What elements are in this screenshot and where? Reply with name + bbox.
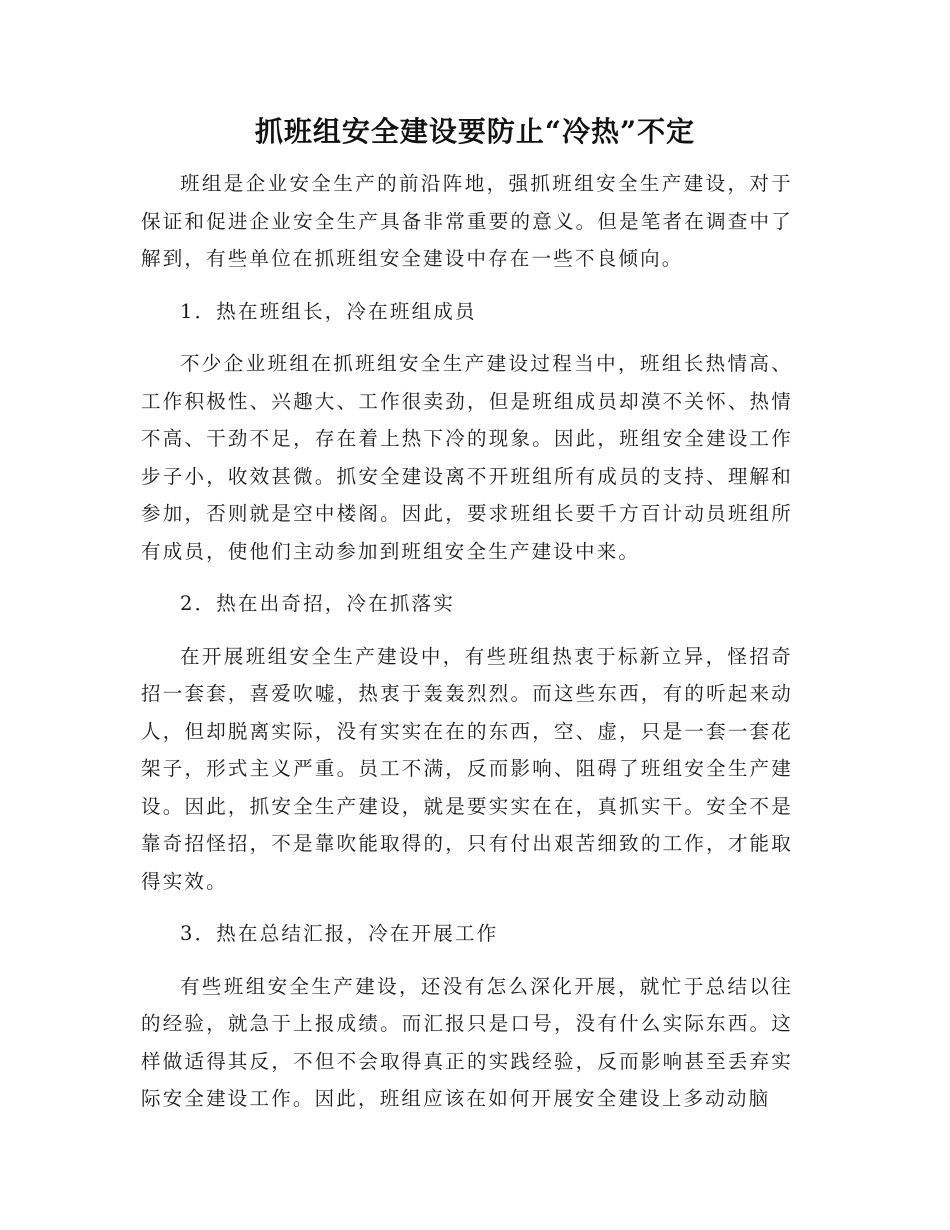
- section-heading-1: 1．热在班组长，冷在班组成员: [180, 299, 477, 323]
- document-title: 抓班组安全建设要防止“冷热”不定: [254, 115, 696, 148]
- section-paragraph-3: 有些班组安全生产建设，还没有怎么深化开展，就忙于总结以往的经验，就急于上报成绩。而汇报只是口号，没有什么实际东西。这样做适得其反，不但不会取得真正的实践经验，反而影响甚至丢弃实际安全建设工作。因此，班组应该在如何开展安全建设上多动动脑: [141, 974, 793, 1110]
- section-paragraph-1: 不少企业班组在抓班组安全生产建设过程当中，班组长热情高、工作积极性、兴趣大、工作很卖劲，但是班组成员却漠不关怀、热情不高、干劲不足，存在着上热下冷的现象。因此，班组安全建设工作步子小，收效甚微。抓安全建设离不开班组所有成员的支持、理解和参加，否则就是空中楼阁。因此，要求班组长要千方百计动员班组所有成员，使他们主动参加到班组安全生产建设中来。: [141, 352, 793, 563]
- section-paragraph-2: 在开展班组安全生产建设中，有些班组热衷于标新立异，怪招奇招一套套，喜爱吹嘘，热衷于轰轰烈烈。而这些东西，有的听起来动人，但却脱离实际，没有实实在在的东西，空、虚，只是一套一套花架子，形式主义严重。员工不满，反而影响、阻碍了班组安全生产建设。因此，抓安全生产建设，就是要实实在在，真抓实干。安全不是靠奇招怪招，不是靠吹能取得的，只有付出艰苦细致的工作，才能取得实效。: [141, 644, 793, 893]
- document-body: [141, 165, 793, 1118]
- intro-paragraph: 班组是企业安全生产的前沿阵地，强抓班组安全生产建设，对于保证和促进企业安全生产具备非常重要的意义。但是笔者在调查中了解到，有些单位在抓班组安全建设中存在一些不良倾向。: [141, 172, 793, 270]
- section-heading-2: 2．热在出奇招，冷在抓落实: [180, 592, 456, 615]
- section-heading-3: 3．热在总结汇报，冷在开展工作: [180, 922, 499, 945]
